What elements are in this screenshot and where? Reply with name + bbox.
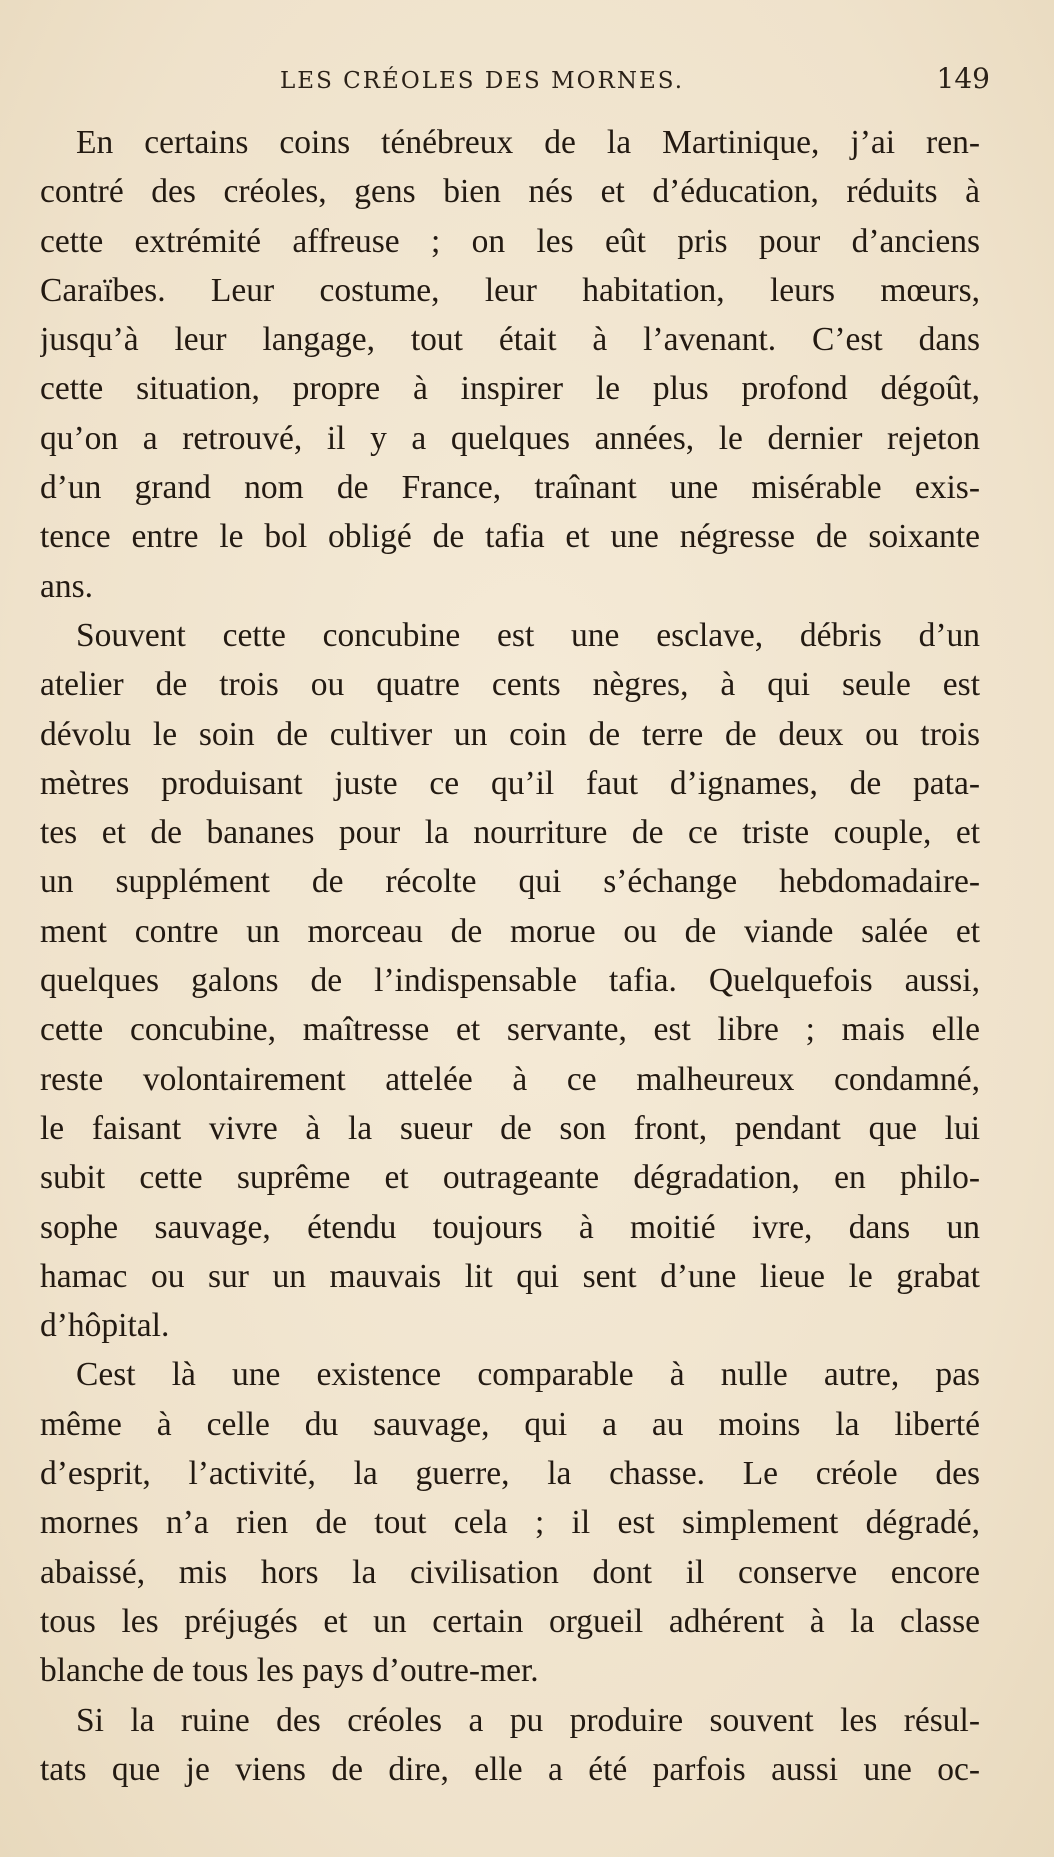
running-head <box>40 62 990 102</box>
text-line: hamac ou sur un mauvais lit qui sent d’une lieue le grabat <box>40 1257 980 1295</box>
text-line: tes et de bananes pour la nourriture de ce triste couple, et <box>40 814 980 852</box>
text-line: reste volontairement attelée à ce malheureux condamné, <box>40 1060 980 1098</box>
text-line: cette concubine, maîtresse et servante, est libre ; mais elle <box>40 1011 980 1049</box>
text-line: abaissé, mis hors la civilisation dont il conserve encore <box>40 1553 980 1591</box>
text-line: d’un grand nom de France, traînant une misérable exis- <box>40 469 980 507</box>
text-line: contré des créoles, gens bien nés et d’éducation, réduits à <box>40 173 980 211</box>
text-line: un supplément de récolte qui s’échange hebdomadaire- <box>40 863 980 901</box>
text-line: mornes n’a rien de tout cela ; il est simplement dégradé, <box>40 1504 980 1542</box>
running-title: LES CRÉOLES DES MORNES. <box>280 68 685 94</box>
text-line: ans. <box>40 567 94 605</box>
text-line: mètres produisant juste ce qu’il faut d’ignames, de pata- <box>40 764 980 802</box>
text-line: subit cette suprême et outrageante dégradation, en philo- <box>40 1159 980 1197</box>
text-line: sophe sauvage, étendu toujours à moitié ivre, dans un <box>40 1208 980 1246</box>
text-line: atelier de trois ou quatre cents nègres, à qui seule est <box>40 666 980 704</box>
text-line: blanche de tous les pays d’outre-mer. <box>40 1652 539 1690</box>
text-line: quelques galons de l’indispensable tafia. Quelquefois aussi, <box>40 962 980 1000</box>
text-line: le faisant vivre à la sueur de son front, pendant que lui <box>40 1109 980 1147</box>
text-line: Cest là une existence comparable à nulle autre, pas <box>76 1356 980 1394</box>
text-line: Caraïbes. Leur costume, leur habitation, leurs mœurs, <box>40 271 980 309</box>
text-line: tous les préjugés et un certain orgueil adhérent à la classe <box>40 1602 980 1640</box>
text-line: tats que je viens de dire, elle a été parfois aussi une oc- <box>40 1750 980 1788</box>
text-line: cette situation, propre à inspirer le plus profond dégoût, <box>40 370 980 408</box>
text-line: tence entre le bol obligé de tafia et une négresse de soixante <box>40 518 980 556</box>
text-line: Souvent cette concubine est une esclave, débris d’un <box>76 616 980 654</box>
text-line: qu’on a retrouvé, il y a quelques années, le dernier rejeton <box>40 419 980 457</box>
text-line: d’esprit, l’activité, la guerre, la chasse. Le créole des <box>40 1455 980 1493</box>
text-line: même à celle du sauvage, qui a au moins la liberté <box>40 1405 980 1443</box>
text-line: cette extrémité affreuse ; on les eût pris pour d’anciens <box>40 222 980 260</box>
text-line: Si la ruine des créoles a pu produire souvent les résul- <box>76 1701 980 1739</box>
text-line: d’hôpital. <box>40 1307 170 1345</box>
body-text <box>40 118 980 1794</box>
text-line: jusqu’à leur langage, tout était à l’avenant. C’est dans <box>40 321 980 359</box>
text-line: En certains coins ténébreux de la Martinique, j’ai ren- <box>76 124 980 161</box>
page-number: 149 <box>936 62 990 95</box>
text-line: dévolu le soin de cultiver un coin de terre de deux ou trois <box>40 715 980 753</box>
text-line: ment contre un morceau de morue ou de viande salée et <box>40 912 980 950</box>
